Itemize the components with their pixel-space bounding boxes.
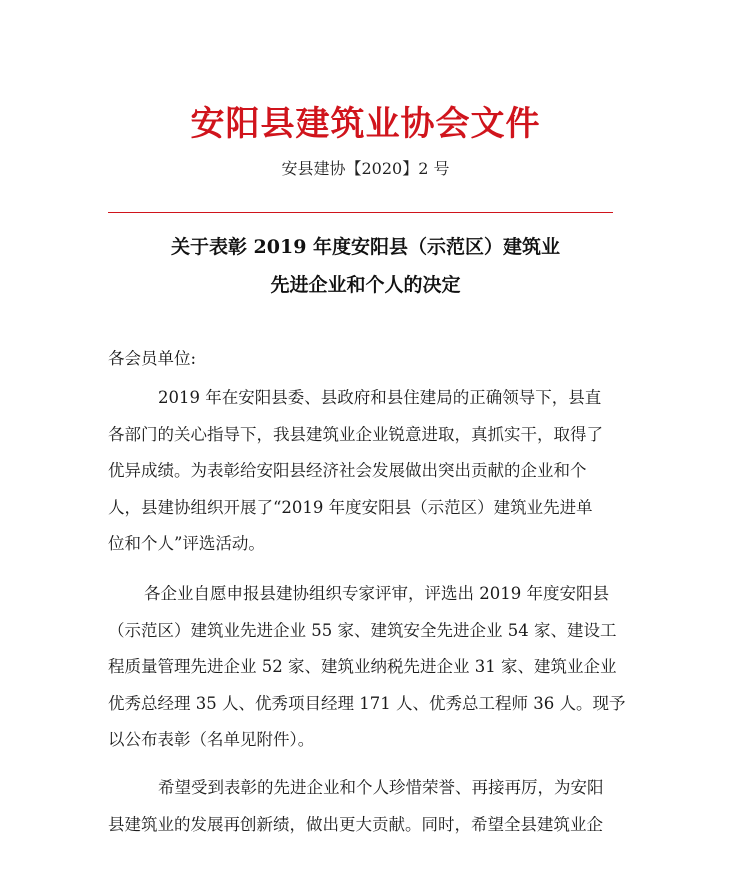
paragraph-1-line: 优异成绩。为表彰给安阳县经济社会发展做出突出贡献的企业和个 (108, 461, 587, 480)
document-number: 安县建协【2020】2 号 (281, 159, 450, 178)
paragraph-3 (108, 770, 628, 843)
paragraph-2-line: 各企业自愿申报县建协组织专家评审，评选出 2019 年度安阳县 (144, 584, 609, 603)
paragraph-2-line: 优秀总经理 35 人、优秀项目经理 171 人、优秀总工程师 36 人。现予 (108, 693, 626, 713)
paragraph-1 (108, 380, 628, 563)
paragraph-1-line: 2019 年在安阳县委、县政府和县住建局的正确领导下，县直 (158, 388, 602, 407)
paragraph-2-line: 程质量管理先进企业 52 家、建筑业纳税先进企业 31 家、建筑业企业 (108, 657, 617, 676)
paragraph-1-line: 人，县建协组织开展了“2019 年度安阳县（示范区）建筑业先进单 (108, 497, 593, 517)
paragraph-2-line: （示范区）建筑业先进企业 55 家、建筑安全先进企业 54 家、建设工 (108, 620, 617, 640)
paragraph-3-line: 希望受到表彰的先进企业和个人珍惜荣誉、再接再厉，为安阳 (158, 778, 604, 797)
salutation: 各会员单位: (108, 349, 197, 368)
paragraph-3-line: 县建筑业的发展再创新绩，做出更大贡献。同时，希望全县建筑业企 (108, 814, 603, 834)
header-divider (108, 212, 613, 213)
document-title-line-2: 先进企业和个人的决定 (270, 274, 461, 296)
paragraph-2-line: 以公布表彰（名单见附件）。 (108, 730, 315, 749)
paragraph-1-line: 各部门的关心指导下，我县建筑业企业锐意进取，真抓实干，取得了 (108, 424, 603, 444)
document-title-line-1: 关于表彰 2019 年度安阳县（示范区）建筑业 (170, 236, 561, 258)
paragraph-2 (108, 576, 628, 759)
document-header: 安阳县建筑业协会文件 (190, 104, 541, 144)
paragraph-1-line: 位和个人”评选活动。 (108, 534, 265, 553)
